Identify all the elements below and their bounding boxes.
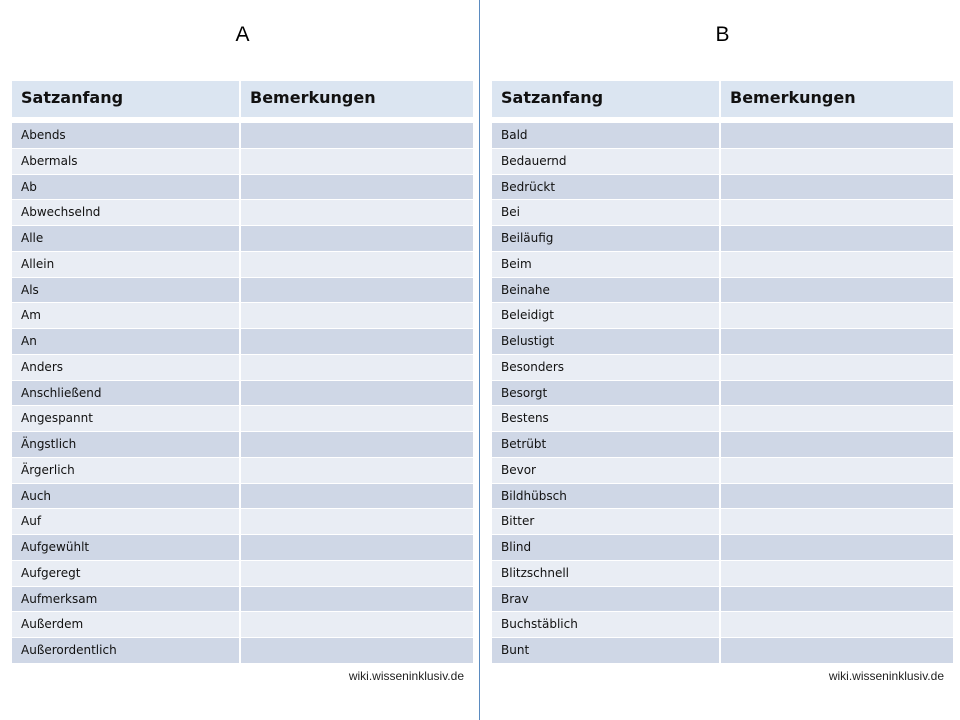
table-row (492, 226, 953, 252)
column-a-footer-url: wiki.wisseninklusiv.de (348, 669, 464, 683)
satzanfang-cell: Anders (12, 355, 241, 380)
table-b-body (492, 123, 953, 664)
bemerkungen-cell[interactable] (721, 587, 953, 612)
bemerkungen-cell[interactable] (721, 123, 953, 148)
table-row (12, 509, 473, 535)
satzanfang-cell: Als (12, 278, 241, 303)
bemerkungen-cell[interactable] (721, 226, 953, 251)
satzanfang-cell: Abermals (12, 149, 241, 174)
column-b (492, 0, 953, 720)
satzanfang-cell: Beim (492, 252, 721, 277)
bemerkungen-cell[interactable] (241, 278, 473, 303)
satzanfang-cell: Belustigt (492, 329, 721, 354)
table-a-header-bemerkungen: Bemerkungen (250, 88, 376, 107)
bemerkungen-cell[interactable] (721, 355, 953, 380)
satzanfang-cell: Bevor (492, 458, 721, 483)
satzanfang-cell: Ängstlich (12, 432, 241, 457)
table-row (12, 303, 473, 329)
satzanfang-cell: Aufgewühlt (12, 535, 241, 560)
bemerkungen-cell[interactable] (241, 381, 473, 406)
bemerkungen-cell[interactable] (721, 252, 953, 277)
satzanfang-cell: Bitter (492, 509, 721, 534)
table-row (492, 278, 953, 304)
bemerkungen-cell[interactable] (721, 612, 953, 637)
table-b-header-row (492, 81, 953, 120)
satzanfang-cell: Betrübt (492, 432, 721, 457)
table-row (12, 175, 473, 201)
table-row (492, 406, 953, 432)
satzanfang-cell: Beiläufig (492, 226, 721, 251)
satzanfang-cell: Besorgt (492, 381, 721, 406)
column-b-heading: B (715, 23, 730, 46)
bemerkungen-cell[interactable] (721, 561, 953, 586)
table-row (12, 381, 473, 407)
satzanfang-cell: Abwechselnd (12, 200, 241, 225)
table-row (12, 226, 473, 252)
table-row (12, 406, 473, 432)
table-row (12, 535, 473, 561)
satzanfang-cell: Buchstäblich (492, 612, 721, 637)
bemerkungen-cell[interactable] (241, 149, 473, 174)
satzanfang-cell: Beinahe (492, 278, 721, 303)
satzanfang-cell: Ab (12, 175, 241, 200)
satzanfang-cell: Bei (492, 200, 721, 225)
bemerkungen-cell[interactable] (721, 638, 953, 663)
table-row (492, 509, 953, 535)
table-row (492, 587, 953, 613)
table-row (492, 381, 953, 407)
bemerkungen-cell[interactable] (241, 612, 473, 637)
bemerkungen-cell[interactable] (241, 175, 473, 200)
satzanfang-cell: Anschließend (12, 381, 241, 406)
satzanfang-cell: Aufmerksam (12, 587, 241, 612)
table-row (12, 561, 473, 587)
bemerkungen-cell[interactable] (241, 587, 473, 612)
bemerkungen-cell[interactable] (241, 226, 473, 251)
column-a (12, 0, 473, 720)
table-row (492, 535, 953, 561)
satzanfang-cell: Auch (12, 484, 241, 509)
bemerkungen-cell[interactable] (721, 381, 953, 406)
satzanfang-cell: An (12, 329, 241, 354)
satzanfang-cell: Blind (492, 535, 721, 560)
table-a (12, 81, 473, 664)
table-row (492, 458, 953, 484)
table-row (12, 638, 473, 664)
bemerkungen-cell[interactable] (241, 458, 473, 483)
satzanfang-cell: Am (12, 303, 241, 328)
table-b-header-bemerkungen: Bemerkungen (730, 88, 856, 107)
satzanfang-cell: Blitzschnell (492, 561, 721, 586)
satzanfang-cell: Bedrückt (492, 175, 721, 200)
satzanfang-cell: Brav (492, 587, 721, 612)
table-b (492, 81, 953, 664)
bemerkungen-cell[interactable] (721, 484, 953, 509)
table-row (12, 432, 473, 458)
satzanfang-cell: Bestens (492, 406, 721, 431)
table-row (492, 175, 953, 201)
satzanfang-cell: Außerdem (12, 612, 241, 637)
bemerkungen-cell[interactable] (721, 303, 953, 328)
table-row (492, 484, 953, 510)
table-row (492, 252, 953, 278)
table-row (492, 432, 953, 458)
satzanfang-cell: Angespannt (12, 406, 241, 431)
bemerkungen-cell[interactable] (241, 200, 473, 225)
bemerkungen-cell[interactable] (241, 355, 473, 380)
center-divider-line (479, 0, 480, 720)
bemerkungen-cell[interactable] (721, 149, 953, 174)
bemerkungen-cell[interactable] (241, 561, 473, 586)
bemerkungen-cell[interactable] (721, 458, 953, 483)
satzanfang-cell: Beleidigt (492, 303, 721, 328)
table-row (12, 200, 473, 226)
bemerkungen-cell[interactable] (721, 509, 953, 534)
table-a-header-satzanfang: Satzanfang (12, 81, 241, 117)
satzanfang-cell: Bald (492, 123, 721, 148)
bemerkungen-cell[interactable] (721, 278, 953, 303)
table-row (492, 123, 953, 149)
table-row (12, 123, 473, 149)
bemerkungen-cell[interactable] (241, 432, 473, 457)
table-b-header-satzanfang: Satzanfang (492, 81, 721, 117)
satzanfang-cell: Bunt (492, 638, 721, 663)
table-row (12, 612, 473, 638)
bemerkungen-cell[interactable] (721, 200, 953, 225)
table-row (492, 200, 953, 226)
bemerkungen-cell[interactable] (241, 303, 473, 328)
table-row (492, 355, 953, 381)
bemerkungen-cell[interactable] (721, 406, 953, 431)
table-a-header-row (12, 81, 473, 120)
table-row (12, 587, 473, 613)
table-row (12, 329, 473, 355)
table-row (492, 638, 953, 664)
bemerkungen-cell[interactable] (241, 123, 473, 148)
satzanfang-cell: Ärgerlich (12, 458, 241, 483)
satzanfang-cell: Besonders (492, 355, 721, 380)
column-b-footer-url: wiki.wisseninklusiv.de (828, 669, 944, 683)
table-row (492, 561, 953, 587)
satzanfang-cell: Aufgeregt (12, 561, 241, 586)
table-a-body (12, 123, 473, 664)
table-row (12, 458, 473, 484)
bemerkungen-cell[interactable] (241, 509, 473, 534)
bemerkungen-cell[interactable] (241, 535, 473, 560)
satzanfang-cell: Bedauernd (492, 149, 721, 174)
bemerkungen-cell[interactable] (721, 535, 953, 560)
table-row (12, 278, 473, 304)
satzanfang-cell: Abends (12, 123, 241, 148)
bemerkungen-cell[interactable] (241, 329, 473, 354)
bemerkungen-cell[interactable] (721, 329, 953, 354)
column-a-heading: A (235, 23, 250, 46)
satzanfang-cell: Bildhübsch (492, 484, 721, 509)
table-row (492, 303, 953, 329)
table-row (492, 149, 953, 175)
bemerkungen-cell[interactable] (241, 638, 473, 663)
table-row (12, 149, 473, 175)
satzanfang-cell: Alle (12, 226, 241, 251)
bemerkungen-cell[interactable] (241, 484, 473, 509)
table-row (12, 252, 473, 278)
bemerkungen-cell[interactable] (721, 175, 953, 200)
satzanfang-cell: Außerordentlich (12, 638, 241, 663)
satzanfang-cell: Allein (12, 252, 241, 277)
table-row (492, 329, 953, 355)
bemerkungen-cell[interactable] (241, 406, 473, 431)
table-row (12, 484, 473, 510)
bemerkungen-cell[interactable] (721, 432, 953, 457)
bemerkungen-cell[interactable] (241, 252, 473, 277)
table-row (492, 612, 953, 638)
table-row (12, 355, 473, 381)
satzanfang-cell: Auf (12, 509, 241, 534)
